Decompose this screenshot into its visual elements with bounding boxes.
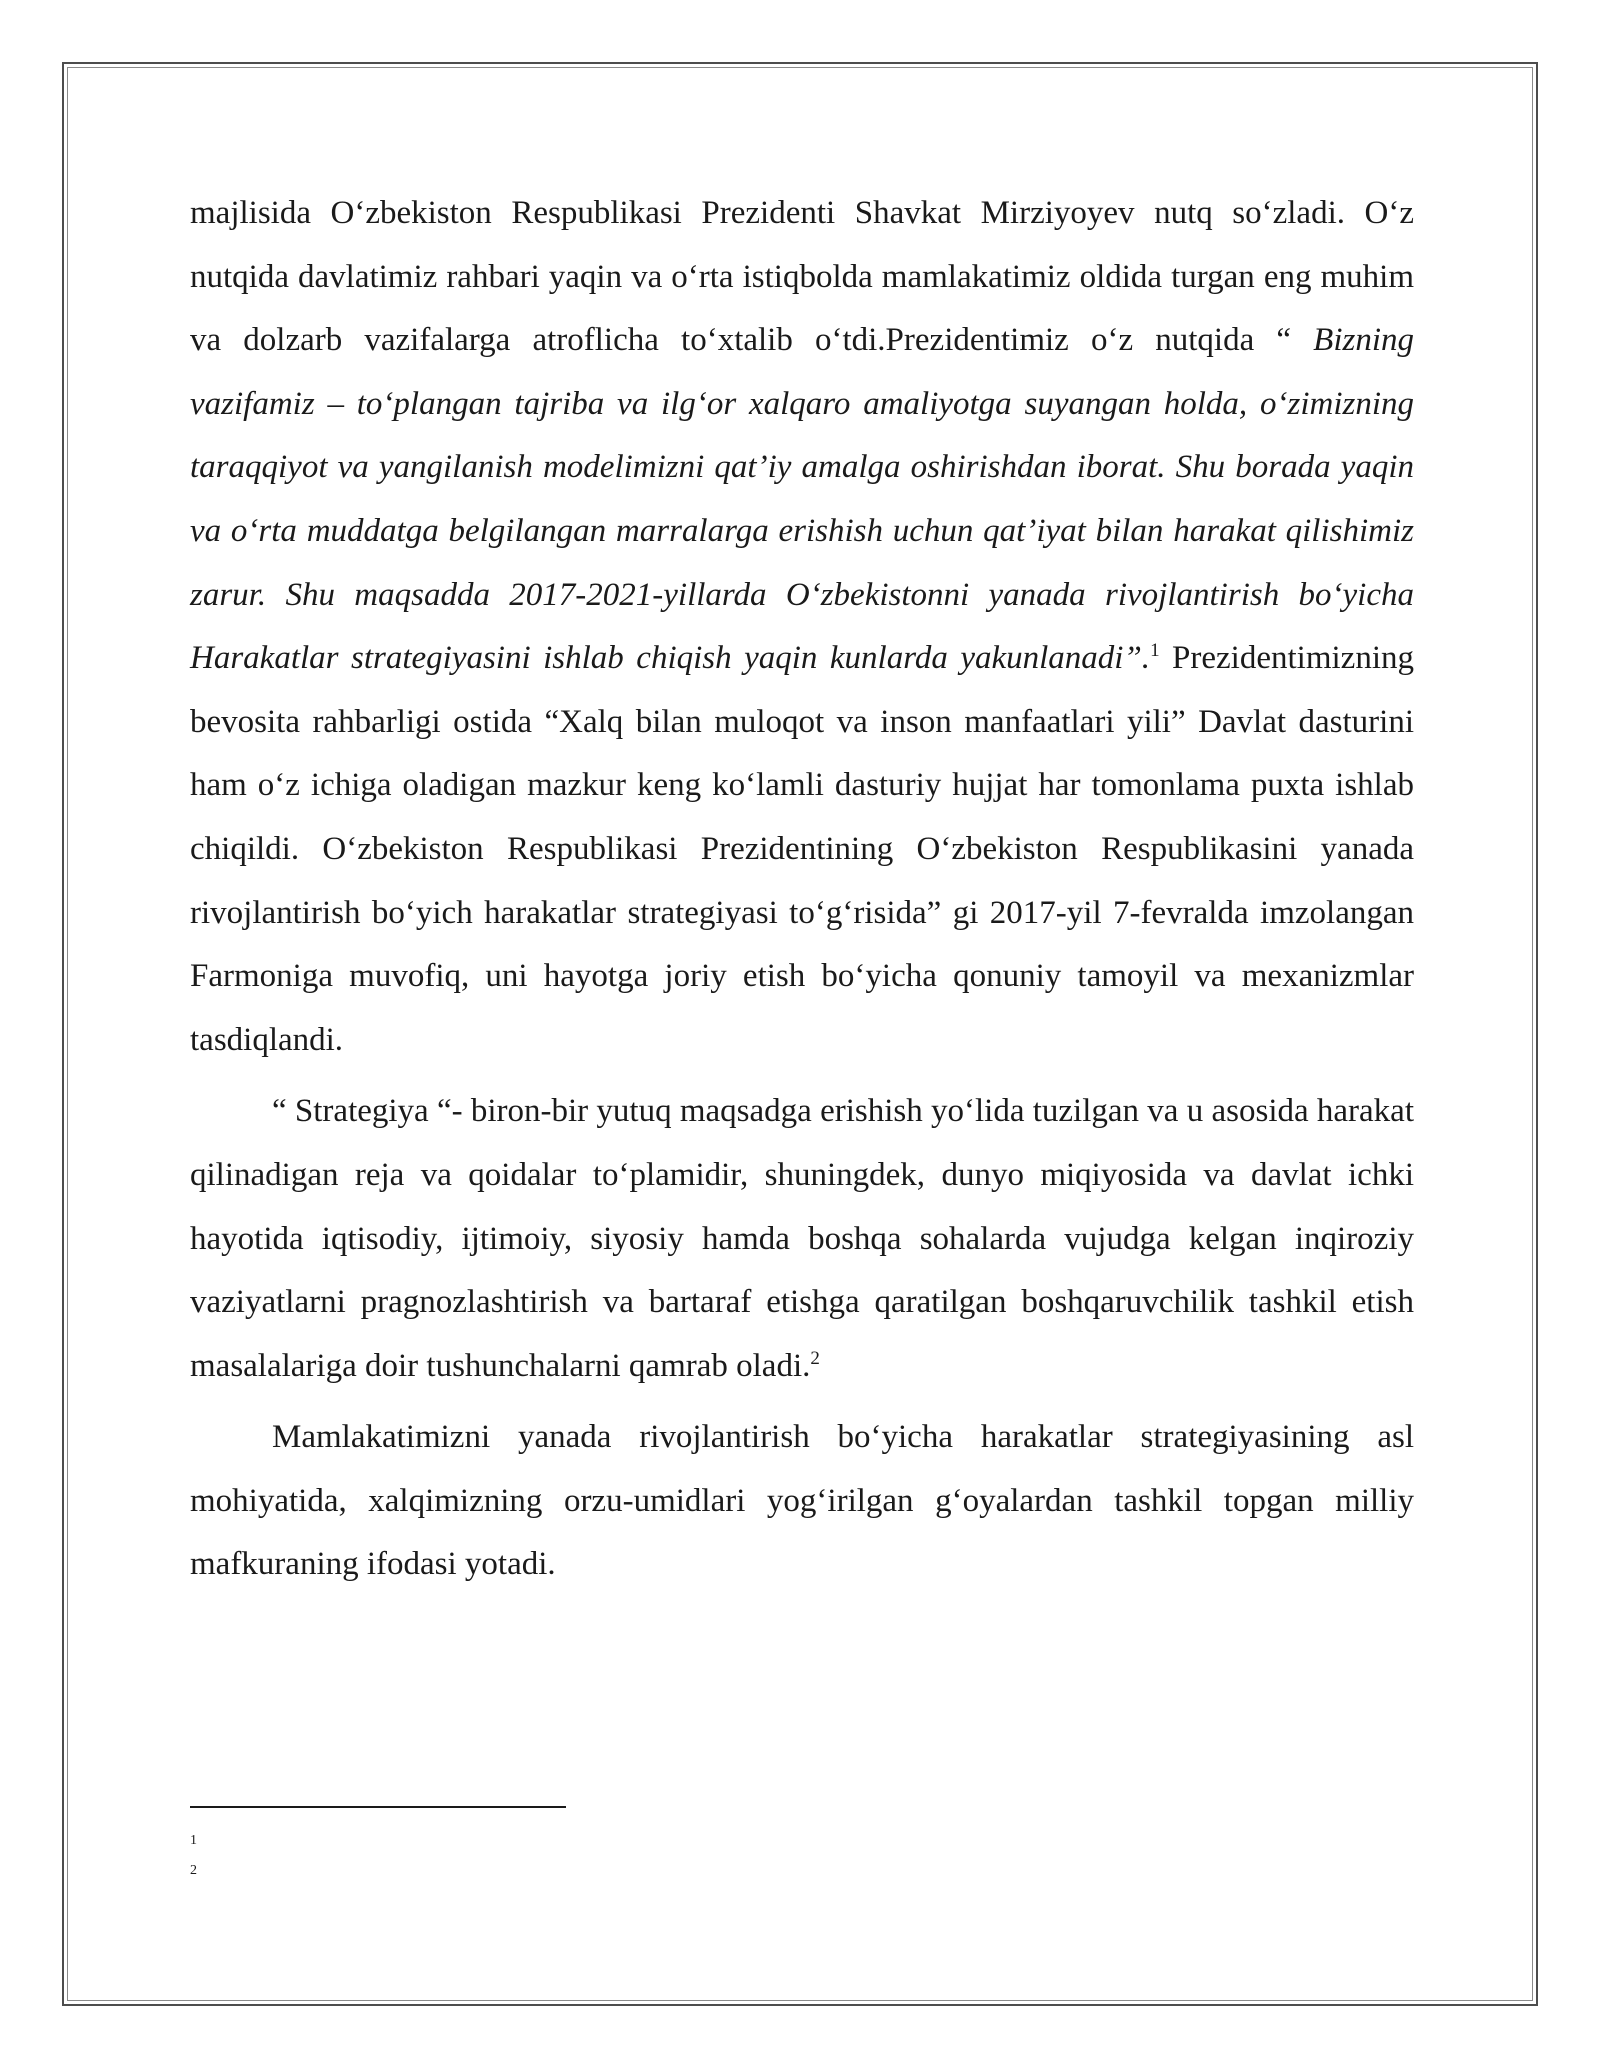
footnote-separator xyxy=(190,1806,566,1808)
footnote-ref-2: 2 xyxy=(810,1347,820,1369)
paragraph-1-text-b: Prezidentimizning bevosita rahbarligi ostida “Xalq bilan muloqot va inson manfaatlari yili” Davlat dasturini ham o‘z ichiga oladigan mazkur keng ko‘lamli dasturiy hujjat har tomonlama puxta ishlab chiqildi. O‘zbekiston Respublikasi Prezidentining O‘zbekiston Respublikasini yanada rivojlantirish bo‘yich harakatlar strategiyasi to‘g‘risida” gi 2017-yil 7-fevralda imzolangan Farmoniga muvofiq, uni hayotga joriy etish bo‘yicha qonuniy tamoyil va mexanizmlar tasdiqlandi. xyxy=(190,640,1414,1058)
paragraph-1-text-a: majlisida O‘zbekiston Respublikasi Prezidenti Shavkat Mirziyoyev nutq so‘zladi. O‘z nutqida davlatimiz rahbari yaqin va o‘rta istiqbolda mamlakatimiz oldida turgan eng muhim va dolzarb vazifalarga atroflicha to‘xtalib o‘tdi.Prezidentimiz o‘z nutqida “ xyxy=(190,195,1414,359)
paragraph-3 xyxy=(190,1406,1414,1597)
paragraph-2 xyxy=(190,1080,1414,1398)
paragraph-1 xyxy=(190,182,1414,1072)
president-quote: Bizning vazifamiz – to‘plangan tajriba va ilg‘or xalqaro amaliyotga suyangan holda, o‘zimizning taraqqiyot va yangilanish modelimizni qat’iy amalga oshirishdan iborat. Shu borada yaqin va o‘rta muddatga belgilangan marralarga erishish uchun qat’iyat bilan harakat qilishimiz zarur. Shu maqsadda 2017-2021-yillarda O‘zbekistonni yanada rivojlantirish bo‘yicha Harakatlar strategiyasini ishlab chiqish yaqin kunlarda yakunlanadi”. xyxy=(190,322,1414,677)
footnotes xyxy=(190,1826,197,1886)
footnote-ref-1: 1 xyxy=(1150,640,1160,662)
paragraph-2-text: “ Strategiya “- biron-bir yutuq maqsadga erishish yo‘lida tuzilgan va u asosida harakat qilinadigan reja va qoidalar to‘plamidir, shuningdek, dunyo miqiyosida va davlat ichki hayotida iqtisodiy, ijtimoiy, siyosiy hamda boshqa sohalarda vujudga kelgan inqiroziy vaziyatlarni pragnozlashtirish va bartaraf etishga qaratilgan boshqaruvchilik tashkil etish masalalariga doir tushunchalarni qamrab oladi. xyxy=(190,1093,1414,1384)
footnote-number-2: 2 xyxy=(190,1863,197,1878)
document-body xyxy=(190,182,1414,1597)
paragraph-3-text: Mamlakatimizni yanada rivojlantirish bo‘yicha harakatlar strategiyasining asl mohiyatida, xalqimizning orzu-umidlari yog‘irilgan g‘oyalardan tashkil topgan milliy mafkuraning ifodasi yotadi. xyxy=(190,1419,1414,1583)
footnote-number-1: 1 xyxy=(190,1833,197,1848)
